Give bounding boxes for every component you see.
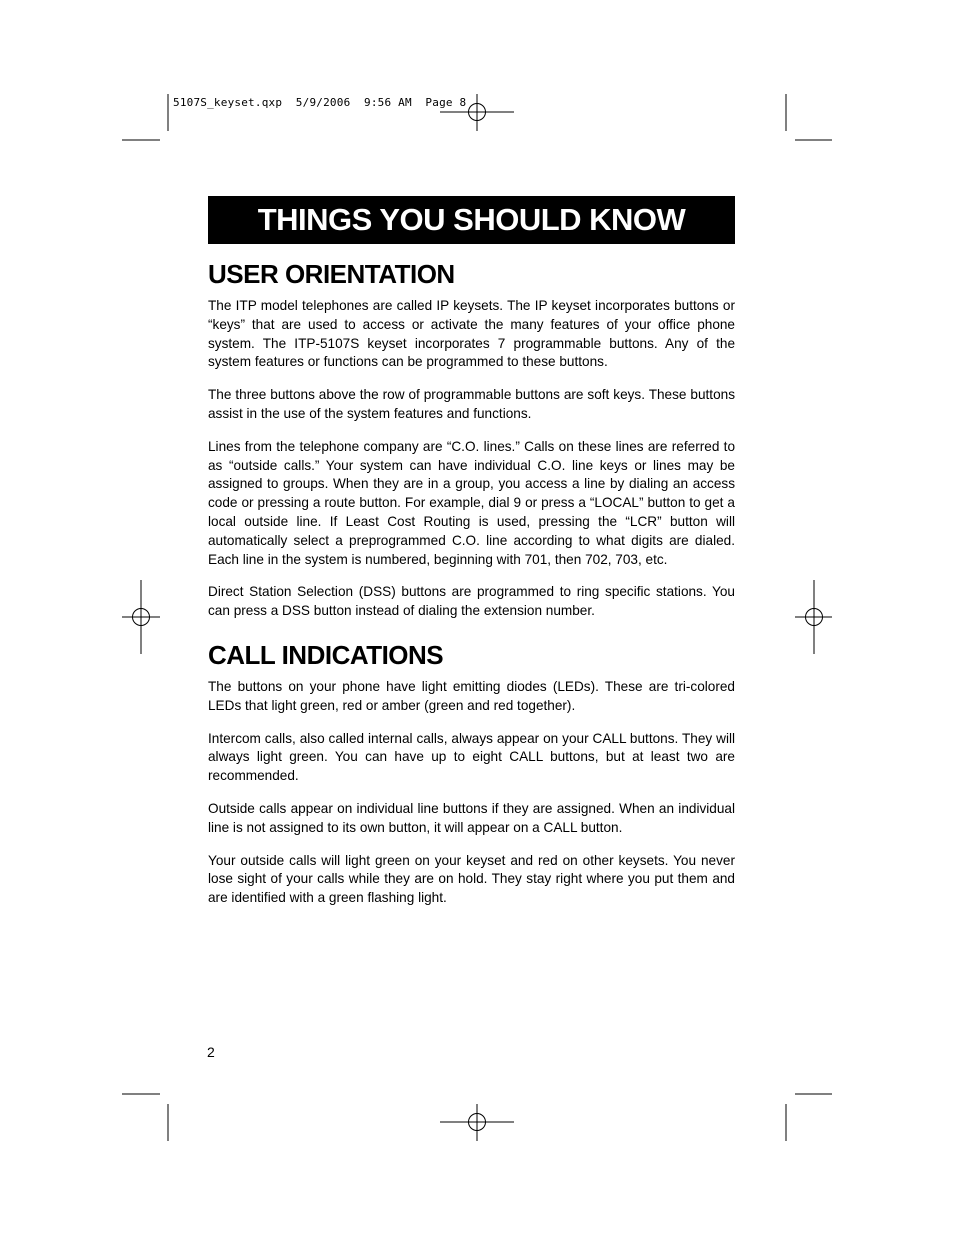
paragraph: Direct Station Selection (DSS) buttons are programmed to ring specific stations. You can press a DSS button instead of dialing the extension number. xyxy=(208,584,735,619)
print-slug: 5107S_keyset.qxp 5/9/2006 9:56 AM Page 8 xyxy=(173,96,467,109)
section-heading-user-orientation: USER ORIENTATION xyxy=(208,259,455,289)
paragraph: Your outside calls will light green on your keyset and red on other keysets. You never lose sight of your calls while they are on hold. They stay right where you put them and are identified with a green flashing light. xyxy=(208,852,735,906)
registration-mark xyxy=(122,580,160,654)
paragraph: The three buttons above the row of programmable buttons are soft keys. These buttons assist in the use of the system features and functions. xyxy=(208,387,735,421)
title-banner xyxy=(208,196,735,244)
registration-mark xyxy=(795,580,832,654)
paragraph: The ITP model telephones are called IP keysets. The IP keyset incorporates buttons or “keys” that are used to access or activate the many features of your office phone system. The ITP-5107S keyset incorporates 7 programmable buttons. Any of the system features or functions can be programmed to these buttons. xyxy=(208,298,735,370)
paragraph: Lines from the telephone company are “C.O. lines.” Calls on these lines are referred to as “outside calls.” Your system can have individual C.O. line keys or lines may be assigned to groups. When they are in a group, you access a line by dialing an access code or pressing a route button. For example, dial 9 or press a “LOCAL” button to get a local outside line. If Least Cost Routing is used, pressing the “LCR” button will automatically select a preprogrammed C.O. line according to what digits are dialed. Each line in the system is numbered, beginning with 701, then 702, 703, etc. xyxy=(208,438,735,567)
paragraph: The buttons on your phone have light emitting diodes (LEDs). These are tri-colored LEDs that light green, red or amber (green and red together). xyxy=(208,678,735,713)
page-number: 2 xyxy=(207,1044,215,1060)
registration-mark xyxy=(440,1104,514,1141)
section-heading-call-indications: CALL INDICATIONS xyxy=(208,639,444,670)
main-content xyxy=(208,254,735,922)
paragraph: Intercom calls, also called internal calls, always appear on your CALL buttons. They will always light green. You can have up to eight CALL buttons, but at least two are recommended. xyxy=(208,730,735,784)
page-title: THINGS YOU SHOULD KNOW xyxy=(257,202,686,237)
paragraph: Outside calls appear on individual line buttons if they are assigned. When an individual line is not assigned to its own button, it will appear on a CALL button. xyxy=(208,800,735,835)
registration-mark xyxy=(440,94,514,131)
